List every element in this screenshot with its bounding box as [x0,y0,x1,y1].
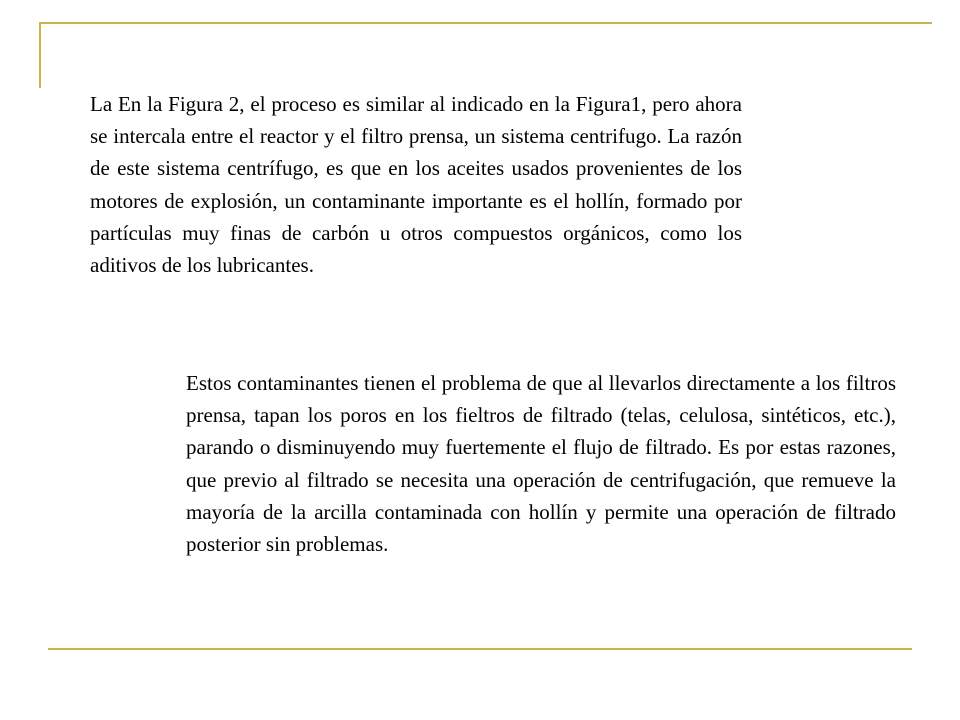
bottom-decorative-rule [48,648,912,650]
first-paragraph: La En la Figura 2, el proceso es similar al indicado en la Figura1, pero ahora se intercala entre el reactor y el filtro prensa, un sistema centrifugo. La razón de este sistema centrífugo, es que en los aceites usados provenientes de los motores de explosión, un contaminante importante es el hollín, formado por partículas muy finas de carbón u otros compuestos orgánicos, como los aditivos de los lubricantes. [90,92,742,278]
top-decorative-rule [40,22,932,24]
second-paragraph: Estos contaminantes tienen el problema de que al llevarlos directamente a los filtros prensa, tapan los poros en los fieltros de filtrado (telas, celulosa, sintéticos, etc.), parando o disminuyendo muy fuertemente el flujo de filtrado. Es por estas razones, que previo al filtrado se necesita una operación de centrifugación, que remueve la mayoría de la arcilla contaminada con hollín y permite una operación de filtrado posterior sin problemas. [186,371,896,557]
left-decorative-rule [39,22,41,88]
